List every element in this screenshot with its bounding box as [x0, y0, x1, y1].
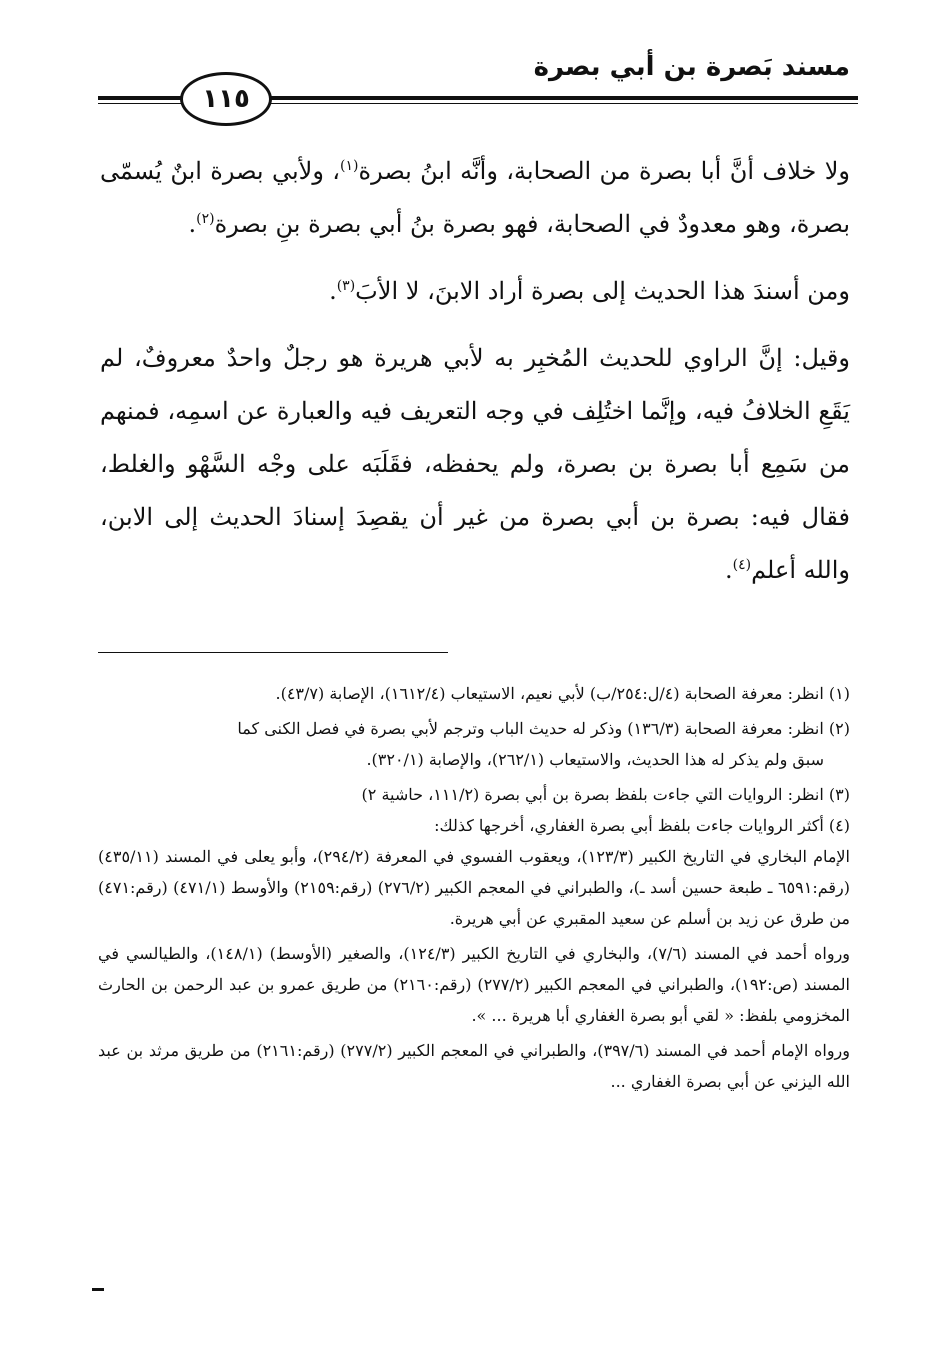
page-number: ١١٥ — [180, 72, 272, 126]
paragraph-3: وقيل: إنَّ الراوي للحديث المُخبِر به لأبي هريرة هو رجلٌ واحدٌ معروفٌ، لم يَقَعِ الخلافُ فيه، وإنَّما اختُلِف في وجه التعريف فيه والعبارة عن اسمِه، فمنهم من سَمِع أبا بصرة بن بصرة، ولم يحفظه، فقَلَبَه على وجْه السَّهْو والغلط، فقال فيه: بصرة بن أبي بصرة من غير أن يقصِدَ إسنادَ الحديث إلى الابن، والله أعلم$^{(٤)}$. — [100, 344, 850, 584]
main-text — [100, 145, 850, 597]
running-title: مسند بَصرة بن أبي بصرة — [533, 52, 850, 82]
footnote-4-block-3: ورواه الإمام أحمد في المسند (٣٩٧/٦)، والطبراني في المعجم الكبير (٢٧٧/٢) (رقم:٢١٦١) من طريق مرثد بن عبد الله اليزني عن أبي بصرة الغفاري ... — [98, 1041, 850, 1091]
footnote-2: (٢) انظر: معرفة الصحابة (١٣٦/٣) وذكر له حديث الباب وترجم لأبي بصرة في فصل الكنى كما — [237, 719, 850, 738]
footnote-3: (٣) انظر: الروايات التي جاءت بلفظ بصرة بن أبي بصرة (١١١/٢، حاشية ٢) — [361, 785, 850, 804]
footnote-ref-2[interactable]: (٢) — [196, 211, 215, 227]
paragraph-1: ولا خلاف أنَّ أبا بصرة من الصحابة، وأنَّه ابنُ بصرة$^{(١)}$، ولأبي بصرة ابنٌ يُسمّى بصرة، وهو معدودٌ في الصحابة، فهو بصرة بنُ أبي بصرة بنِ بصرة$^{(٢)}$. — [100, 157, 851, 238]
footnote-ref-1[interactable]: (١) — [340, 158, 359, 174]
footnote-ref-3[interactable]: (٣) — [336, 278, 356, 294]
footnote-4-block-1: الإمام البخاري في التاريخ الكبير (١٢٣/٣)، ويعقوب الفسوي في المعرفة (٢٩٤/٢)، وأبو يعلى في المسند (٤٣٥/١١) (رقم:٦٥٩١ ـ طبعة حسين أسد ـ)، والطبراني في المعجم الكبير (٢٧٦/٢) (رقم:٢١٥٩) والأوسط (٤٧١/١) (رقم:٤٧١) من طرق عن زيد بن أسلم عن سعيد المقبري عن أبي هريرة. — [98, 847, 851, 928]
footnotes — [98, 678, 850, 1097]
footnote-ref-4[interactable]: (٤) — [732, 557, 752, 573]
footnote-separator — [98, 652, 448, 653]
footnote-2-continued: سبق ولم يذكر له هذا الحديث، والاستيعاب (٢٦٢/١)، والإصابة (٣٢٠/١). — [366, 750, 824, 769]
footnote-4-block-2: ورواه أحمد في المسند (٧/٦)، والبخاري في التاريخ الكبير (١٢٤/٣)، والصغير (الأوسط) (١٤٨/١)، والطيالسي في المسند (ص:١٩٢)، والطبراني في المعجم الكبير (٢٧٧/٢) (رقم:٢١٦٠) من طريق عمرو بن عبد الرحمن بن الحارث المخزومي بلفظ: « لقي أبو بصرة الغفاري أبا هريرة ... ». — [98, 944, 851, 1025]
footnote-1: (١) انظر: معرفة الصحابة (٤/ل:٢٥٤/ب) لأبي نعيم، الاستيعاب (١٦١٢/٤)، الإصابة (٤٣/٧). — [275, 684, 850, 703]
paragraph-2: ومن أسندَ هذا الحديث إلى بصرة أراد الابنَ، لا الأبَ$^{(٣)}$. — [329, 277, 850, 305]
footnote-4: (٤) أكثر الروايات جاءت بلفظ أبي بصرة الغفاري، أخرجها كذلك: — [434, 816, 850, 835]
page-end-mark — [92, 1288, 104, 1291]
